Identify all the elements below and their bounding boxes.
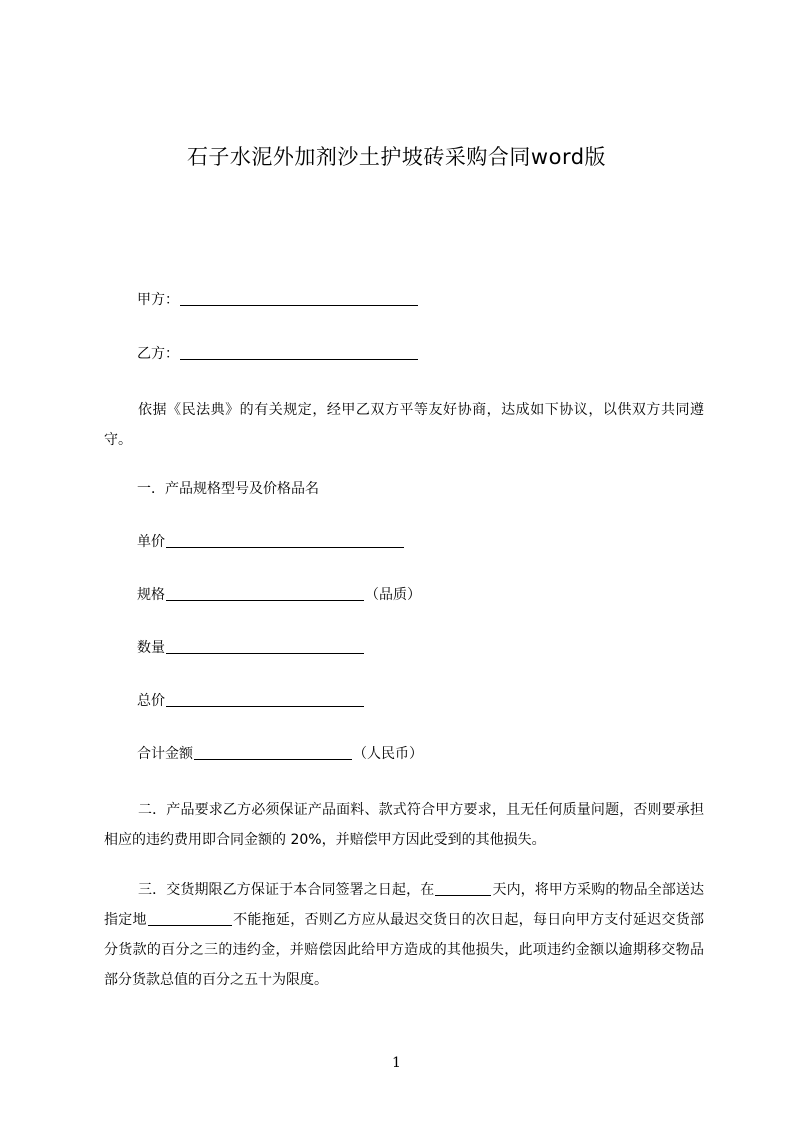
spec-line <box>137 585 421 605</box>
quantity-blank <box>166 639 364 654</box>
party-b-line <box>137 344 419 364</box>
sum-suffix: （人民币） <box>353 746 423 762</box>
location-blank <box>148 911 232 926</box>
intro-paragraph: 依据《民法典》的有关规定，经甲乙双方平等友好协商，达成如下协议，以供双方共同遵守。 <box>104 402 704 448</box>
quantity-label: 数量 <box>137 640 165 656</box>
sum-label: 合计金额 <box>137 746 193 762</box>
party-a-label: 甲方： <box>137 292 179 308</box>
unit-price-line <box>137 532 405 552</box>
spec-label: 规格 <box>137 587 165 603</box>
party-a-blank <box>180 291 418 306</box>
unit-price-blank <box>166 533 404 548</box>
document-title: 石子水泥外加剂沙土护坡砖采购合同word版 <box>186 145 607 169</box>
section1-heading: 一．产品规格型号及价格品名 <box>137 481 319 497</box>
days-blank <box>435 881 491 896</box>
party-a-line <box>137 290 419 310</box>
section3-paragraph <box>104 875 704 995</box>
unit-price-label: 单价 <box>137 534 165 550</box>
total-price-label: 总价 <box>137 693 165 709</box>
sum-blank <box>194 745 352 760</box>
page-number: 1 <box>392 1055 401 1071</box>
party-b-blank <box>180 345 418 360</box>
section3-part3: 不能拖延，否则乙方应从最迟交货日的次日起，每日向甲方支付延迟交货部分货款的百分之三的违约金，并赔偿因此给甲方造成的其他损失，此项违约金额以逾期移交物品部分货款总值的百分之五十为限度。 <box>104 912 705 988</box>
sum-line <box>137 744 423 764</box>
spec-suffix: （品质） <box>365 587 421 603</box>
section3-part1: 三．交货期限乙方保证于本合同签署之日起，在 <box>138 882 435 898</box>
total-price-line <box>137 691 365 711</box>
quantity-line <box>137 638 365 658</box>
section3-part2: 天内，将甲方采购的物品全部送达指定地 <box>104 882 705 928</box>
total-price-blank <box>166 692 364 707</box>
spec-blank <box>166 586 364 601</box>
section2-paragraph: 二．产品要求乙方必须保证产品面料、款式符合甲方要求，且无任何质量问题，否则要承担相应的违约费用即合同金额的 20%，并赔偿甲方因此受到的其他损失。 <box>104 802 704 848</box>
party-b-label: 乙方： <box>137 346 179 362</box>
